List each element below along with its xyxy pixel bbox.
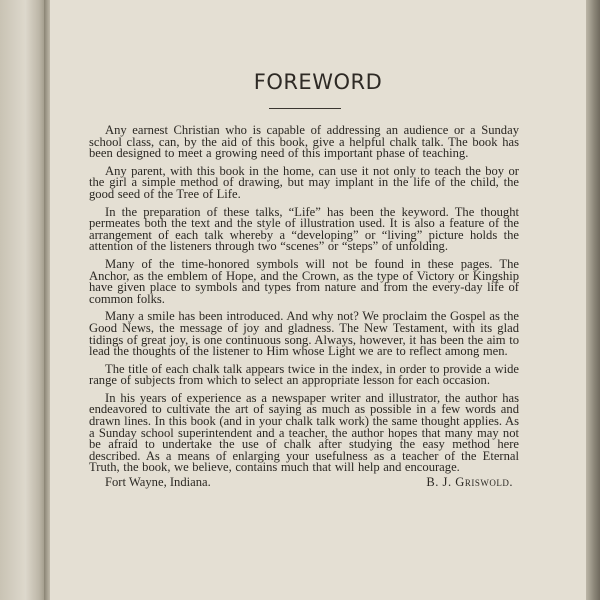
paragraph-5: Many a smile has been introduced. And why not? We proclaim the Gospel as the Good News, the message of joy and gladness. The New Testament, with its glad tidings of great joy, is one continuous song. Always, however, it has been the aim to lead the thoughts of the listener to Him whose Light we are to reflect among men. — [89, 309, 519, 359]
previous-page-edge — [0, 0, 46, 600]
signature-place: Fort Wayne, Indiana. — [105, 475, 211, 490]
paragraph-3: In the preparation of these talks, “Life” has been the keyword. The thought permeates both the text and the style of illustration used. It is also a feature of the arrangement of each talk whereby a “developing” or “living” picture holds the attention of the listeners through two “scenes” or “steps” of unfolding. — [89, 204, 519, 254]
signature-line — [89, 477, 519, 489]
paragraph-4: Many of the time-honored symbols will not be found in these pages. The Anchor, as the emblem of Hope, and the Crown, as the type of Victory or Kingship have given place to symbols and types from nature and from the every-day life of common folks. — [89, 256, 519, 306]
signature-author: B. J. Griswold. — [426, 475, 513, 490]
paragraph-2: Any parent, with this book in the home, can use it not only to teach the boy or the girl a simple method of drawing, but may implant in the life of the child, the good seed of the Tree of Life. — [89, 163, 519, 201]
book-cover-edge — [586, 0, 600, 600]
paragraph-6: The title of each chalk talk appears twice in the index, in order to provide a wide range of subjects from which to select an appropriate lesson for each occasion. — [89, 361, 519, 388]
paragraph-1: Any earnest Christian who is capable of addressing an audience or a Sunday school class, can, by the aid of this book, give a helpful chalk talk. The book has been designed to meet a growing need of this important phase of teaching. — [89, 123, 519, 161]
paragraph-7: In his years of experience as a newspaper writer and illustrator, the author has endeavored to cultivate the art of saying as much as possible in a few words and drawn lines. In this book (and in your chalk talk work) the same thought applies. As a Sunday school superintendent and a teacher, the author hopes that many may not be afraid to undertake the use of chalk after studying the easy method here described. As a means of enlarging your usefulness as a teacher of the Eternal Truth, the book, we believe, contains much that will help and encourage. — [89, 390, 519, 475]
title-underline — [269, 108, 341, 109]
page-title: FOREWORD — [253, 70, 383, 94]
foreword-text — [89, 125, 519, 489]
